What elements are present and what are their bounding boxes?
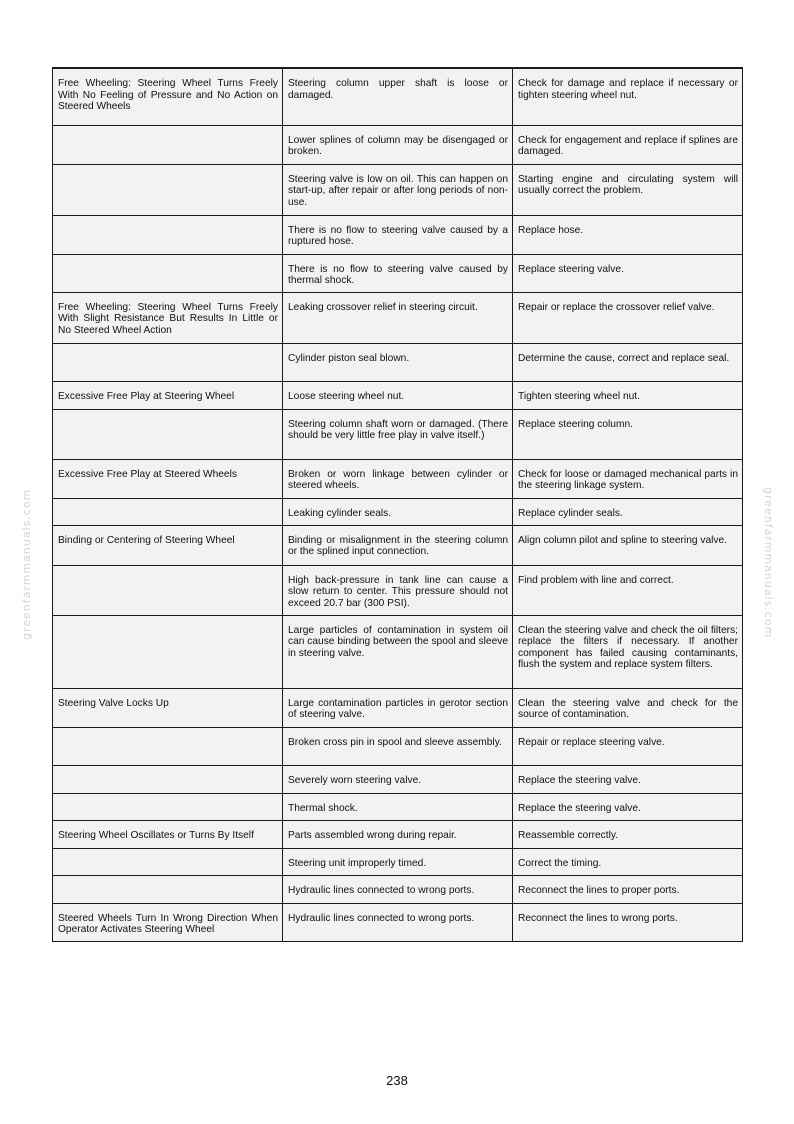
cause-cell: Thermal shock. <box>283 793 513 820</box>
cause-cell: Steering column upper shaft is loose or damaged. <box>283 68 513 125</box>
cause-cell: Steering valve is low on oil. This can happen on start-up, after repair or after long periods of non-use. <box>283 164 513 215</box>
cause-cell: Steering unit improperly timed. <box>283 848 513 875</box>
remedy-cell: Check for engagement and replace if splines are damaged. <box>513 125 743 164</box>
table-row <box>53 820 743 848</box>
remedy-cell: Align column pilot and spline to steering valve. <box>513 525 743 565</box>
problem-cell <box>53 215 283 254</box>
remedy-cell: Repair or replace steering valve. <box>513 727 743 765</box>
table-row <box>53 903 743 941</box>
remedy-cell: Check for loose or damaged mechanical parts in the steering linkage system. <box>513 459 743 498</box>
problem-cell <box>53 498 283 525</box>
table-body <box>53 68 743 941</box>
troubleshooting-table <box>52 67 743 942</box>
remedy-cell: Reconnect the lines to proper ports. <box>513 875 743 903</box>
remedy-cell: Check for damage and replace if necessary or tighten steering wheel nut. <box>513 68 743 125</box>
problem-cell <box>53 765 283 793</box>
cause-cell: Large contamination particles in gerotor section of steering valve. <box>283 688 513 727</box>
watermark-left: greenfarmmanuals.com <box>20 488 33 640</box>
remedy-cell: Replace steering valve. <box>513 254 743 292</box>
cause-cell: Broken or worn linkage between cylinder or steered wheels. <box>283 459 513 498</box>
remedy-cell: Replace cylinder seals. <box>513 498 743 525</box>
table-row <box>53 848 743 875</box>
table-row <box>53 498 743 525</box>
table-row <box>53 765 743 793</box>
problem-cell: Steered Wheels Turn In Wrong Direction When Operator Activates Steering Wheel <box>53 903 283 941</box>
remedy-cell: Replace the steering valve. <box>513 793 743 820</box>
problem-cell: Steering Valve Locks Up <box>53 688 283 727</box>
remedy-cell: Correct the timing. <box>513 848 743 875</box>
problem-cell <box>53 343 283 381</box>
problem-cell <box>53 254 283 292</box>
page-number: 238 <box>386 1073 408 1088</box>
problem-cell: Steering Wheel Oscillates or Turns By Itself <box>53 820 283 848</box>
problem-cell <box>53 409 283 459</box>
problem-cell: Binding or Centering of Steering Wheel <box>53 525 283 565</box>
problem-cell <box>53 125 283 164</box>
table-row <box>53 125 743 164</box>
remedy-cell: Starting engine and circulating system will usually correct the problem. <box>513 164 743 215</box>
cause-cell: Hydraulic lines connected to wrong ports. <box>283 875 513 903</box>
cause-cell: Severely worn steering valve. <box>283 765 513 793</box>
table-row <box>53 164 743 215</box>
table-row <box>53 875 743 903</box>
cause-cell: Leaking crossover relief in steering circuit. <box>283 292 513 343</box>
watermark-right: greenfarmmanuals.com <box>762 487 775 639</box>
cause-cell: Steering column shaft worn or damaged. (There should be very little free play in valve itself.) <box>283 409 513 459</box>
table-row <box>53 459 743 498</box>
cause-cell: High back-pressure in tank line can cause a slow return to center. This pressure should not exceed 20.7 bar (300 PSI). <box>283 565 513 615</box>
remedy-cell: Repair or replace the crossover relief valve. <box>513 292 743 343</box>
problem-cell: Excessive Free Play at Steering Wheel <box>53 381 283 409</box>
table-row <box>53 727 743 765</box>
table-row <box>53 254 743 292</box>
problem-cell <box>53 615 283 688</box>
remedy-cell: Replace hose. <box>513 215 743 254</box>
cause-cell: Binding or misalignment in the steering column or the splined input connection. <box>283 525 513 565</box>
table-row <box>53 688 743 727</box>
remedy-cell: Clean the steering valve and check for the source of contamination. <box>513 688 743 727</box>
problem-cell <box>53 848 283 875</box>
problem-cell: Excessive Free Play at Steered Wheels <box>53 459 283 498</box>
remedy-cell: Replace steering column. <box>513 409 743 459</box>
remedy-cell: Find problem with line and correct. <box>513 565 743 615</box>
cause-cell: Cylinder piston seal blown. <box>283 343 513 381</box>
remedy-cell: Reassemble correctly. <box>513 820 743 848</box>
table-row <box>53 525 743 565</box>
remedy-cell: Tighten steering wheel nut. <box>513 381 743 409</box>
table-row <box>53 343 743 381</box>
table-row <box>53 409 743 459</box>
problem-cell <box>53 727 283 765</box>
cause-cell: There is no flow to steering valve caused by a ruptured hose. <box>283 215 513 254</box>
cause-cell: There is no flow to steering valve caused by thermal shock. <box>283 254 513 292</box>
cause-cell: Parts assembled wrong during repair. <box>283 820 513 848</box>
remedy-cell: Reconnect the lines to wrong ports. <box>513 903 743 941</box>
table-row <box>53 68 743 125</box>
remedy-cell: Clean the steering valve and check the oil filters; replace the filters if necessary. If another component has failed causing contaminants, flush the system and replace system filters. <box>513 615 743 688</box>
remedy-cell: Replace the steering valve. <box>513 765 743 793</box>
table-row <box>53 565 743 615</box>
problem-cell <box>53 565 283 615</box>
remedy-cell: Determine the cause, correct and replace seal. <box>513 343 743 381</box>
cause-cell: Lower splines of column may be disengaged or broken. <box>283 125 513 164</box>
problem-cell: Free Wheeling: Steering Wheel Turns Freely With No Feeling of Pressure and No Action on Steered Wheels <box>53 68 283 125</box>
problem-cell <box>53 875 283 903</box>
cause-cell: Broken cross pin in spool and sleeve assembly. <box>283 727 513 765</box>
table-row <box>53 615 743 688</box>
table-row <box>53 292 743 343</box>
table-row <box>53 793 743 820</box>
cause-cell: Leaking cylinder seals. <box>283 498 513 525</box>
cause-cell: Large particles of contamination in system oil can cause binding between the spool and sleeve in steering valve. <box>283 615 513 688</box>
problem-cell <box>53 164 283 215</box>
problem-cell <box>53 793 283 820</box>
cause-cell: Loose steering wheel nut. <box>283 381 513 409</box>
table-row <box>53 215 743 254</box>
table-row <box>53 381 743 409</box>
cause-cell: Hydraulic lines connected to wrong ports. <box>283 903 513 941</box>
problem-cell: Free Wheeling: Steering Wheel Turns Freely With Slight Resistance But Results In Little or No Steered Wheel Action <box>53 292 283 343</box>
